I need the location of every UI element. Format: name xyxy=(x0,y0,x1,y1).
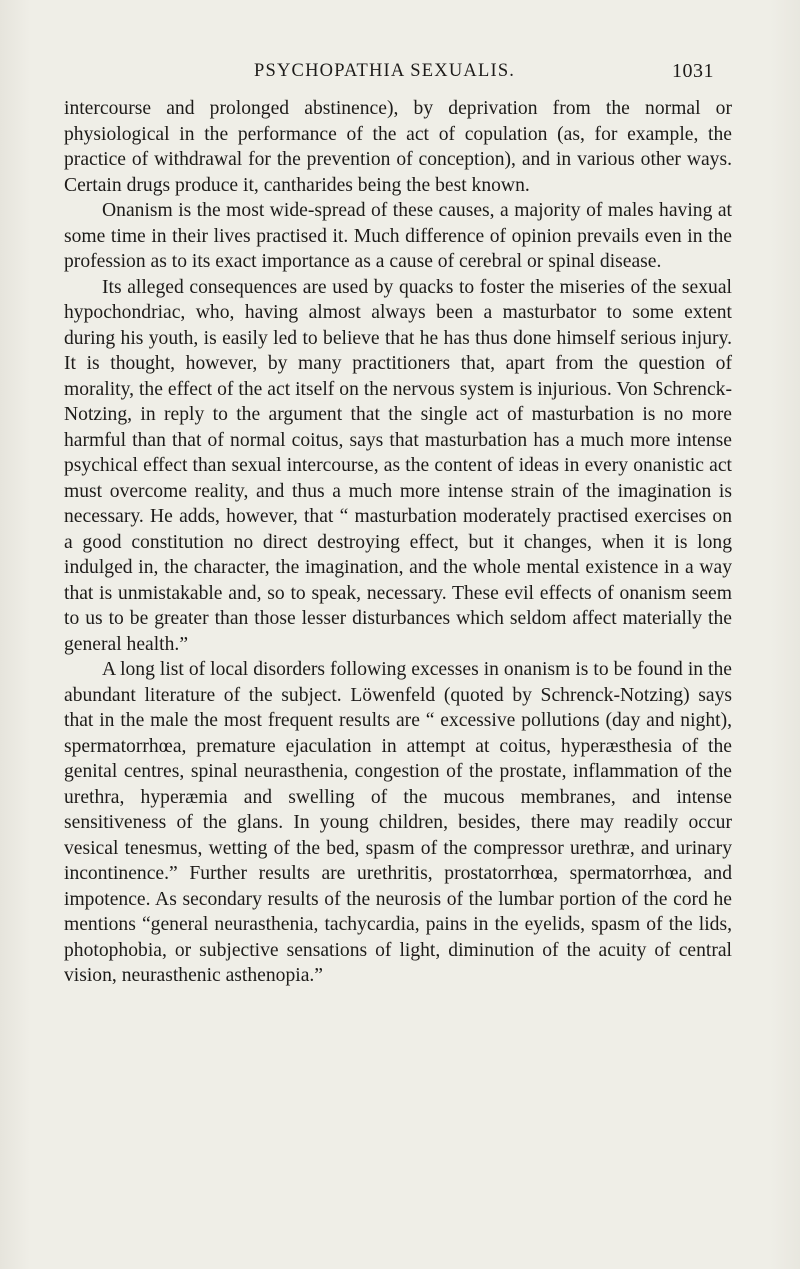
page-number: 1031 xyxy=(672,60,714,82)
page-header xyxy=(254,58,714,84)
body-text xyxy=(64,96,732,989)
paragraph-consequences: Its alleged consequences are used by quacks to foster the miseries of the sexual hypochondriac, who, having almost always been a masturbator to some extent during his youth, is easily led to believe that he has thus done himself serious injury. It is thought, however, by many practitioners that, apart from the question of morality, the effect of the act itself on the nervous system is injurious. Von Schrenck-Notzing, in reply to the argument that the single act of masturbation is no more harmful than that of normal coitus, says that masturbation has a much more intense psychical effect than sexual intercourse, as the content of ideas in every onanistic act must overcome reality, and thus a much more intense strain of the imagination is necessary. He adds, however, that “ masturbation moderately practised exercises on a good constitution no direct destroying effect, but it changes, when it is long indulged in, the character, the imagination, and the whole mental existence in a way that is unmistakable and, so to speak, necessary. These evil effects of onanism seem to us to be greater than those lesser disturbances which seldom affect materially the general health.” xyxy=(64,276,732,655)
paragraph-local-disorders: A long list of local disorders following excesses in onanism is to be found in the abundant literature of the subject. Löwenfeld (quoted by Schrenck-Notzing) says that in the male the most frequent results are “ excessive pollutions (day and night), spermatorrhœa, premature ejaculation in attempt at coitus, hyperæsthesia of the genital centres, spinal neurasthenia, congestion of the prostate, inflammation of the urethra, hyperæmia and swelling of the mucous membranes, and intense sensitiveness of the glans. In young children, besides, there may readily occur vesical tenesmus, wetting of the bed, spasm of the compressor urethræ, and urinary incontinence.” Further results are urethritis, prostatorrhœa, spermatorrhœa, and impotence. As secondary results of the neurosis of the lumbar portion of the cord he mentions “general neurasthenia, tachycardia, pains in the eyelids, spasm of the lids, photophobia, or subjective sensations of light, diminution of the acuity of central vision, neurasthenic asthenopia.” xyxy=(64,659,732,986)
paragraph-onanism: Onanism is the most wide-spread of these causes, a majority of males having at some time in their lives practised it. Much difference of opinion prevails even in the profession as to its exact importance as a cause of cerebral or spinal disease. xyxy=(64,200,732,272)
paragraph-continuation: intercourse and prolonged abstinence), by deprivation from the normal or physiological in the performance of the act of copulation (as, for example, the practice of withdrawal for the prevention of conception), and in various other ways. Certain drugs produce it, cantharides being the best known. xyxy=(64,98,732,196)
running-title: PSYCHOPATHIA SEXUALIS. xyxy=(254,61,516,81)
